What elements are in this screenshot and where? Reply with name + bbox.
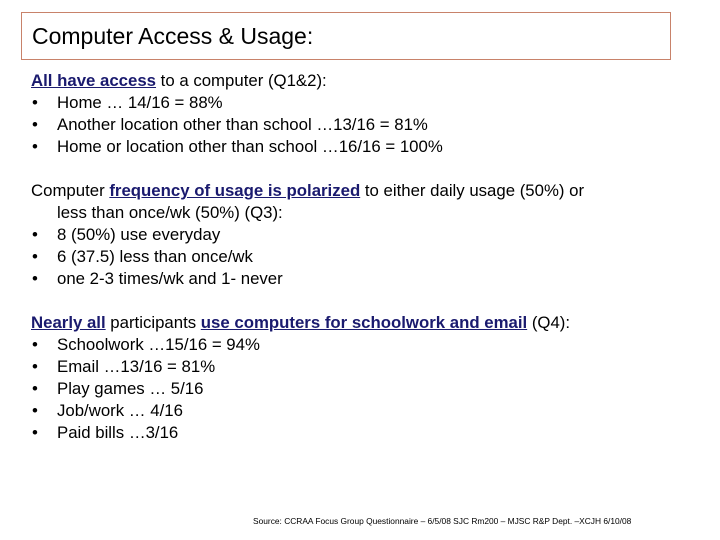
lead-text: (Q4): bbox=[527, 313, 571, 332]
list-item bbox=[31, 136, 711, 158]
bullet-icon: • bbox=[32, 423, 38, 442]
emphasis-text: frequency of usage is polarized bbox=[109, 181, 361, 200]
lead-continuation: less than once/wk (50%) (Q3): bbox=[57, 203, 283, 222]
bullet-icon: • bbox=[32, 93, 38, 112]
emphasis-text: All have access bbox=[31, 71, 157, 90]
list-item-text: Play games … 5/16 bbox=[57, 379, 204, 398]
list-item-text: Another location other than school …13/16 = 81% bbox=[57, 115, 428, 134]
lead-text: to either daily usage (50%) or bbox=[360, 181, 585, 200]
list-item-text: Schoolwork …15/16 = 94% bbox=[57, 335, 260, 354]
list-item bbox=[31, 268, 711, 290]
lead-text: participants bbox=[105, 313, 201, 332]
bullet-icon: • bbox=[32, 379, 38, 398]
list-item-text: 6 (37.5) less than once/wk bbox=[57, 247, 253, 266]
emphasis-text: Nearly all bbox=[31, 313, 106, 332]
list-item-text: Home … 14/16 = 88% bbox=[57, 93, 223, 112]
list-item bbox=[31, 224, 711, 246]
list-item bbox=[31, 246, 711, 268]
list-item bbox=[31, 400, 711, 422]
list-item-text: Job/work … 4/16 bbox=[57, 401, 183, 420]
list-item bbox=[31, 356, 711, 378]
lead-text: Computer bbox=[31, 181, 110, 200]
bullet-icon: • bbox=[32, 247, 38, 266]
lead-text: to a computer (Q1&2): bbox=[156, 71, 327, 90]
list-item-text: Email …13/16 = 81% bbox=[57, 357, 216, 376]
slide-title: Computer Access & Usage: bbox=[21, 12, 671, 60]
section-access bbox=[31, 70, 711, 158]
list-item bbox=[31, 422, 711, 444]
section-frequency-lead bbox=[31, 180, 711, 202]
access-bullet-list bbox=[31, 92, 711, 158]
uses-bullet-list bbox=[31, 334, 711, 444]
section-access-lead bbox=[31, 70, 711, 92]
bullet-icon: • bbox=[32, 357, 38, 376]
bullet-icon: • bbox=[32, 137, 38, 156]
list-item bbox=[31, 378, 711, 400]
emphasis-text: use computers for schoolwork and email bbox=[200, 313, 528, 332]
section-frequency bbox=[31, 180, 711, 290]
list-item-text: 8 (50%) use everyday bbox=[57, 225, 221, 244]
source-footnote: Source: CCRAA Focus Group Questionnaire – 6/5/08 SJC Rm200 – MJSC R&P Dept. –XCJH 6/10/08 bbox=[253, 516, 632, 526]
list-item bbox=[31, 334, 711, 356]
section-uses-lead bbox=[31, 312, 711, 334]
list-item bbox=[31, 114, 711, 136]
bullet-icon: • bbox=[32, 225, 38, 244]
list-item-text: one 2-3 times/wk and 1- never bbox=[57, 269, 283, 288]
list-item-text: Home or location other than school …16/16 = 100% bbox=[57, 137, 443, 156]
list-item-text: Paid bills …3/16 bbox=[57, 423, 179, 442]
slide-body bbox=[31, 70, 711, 444]
bullet-icon: • bbox=[32, 335, 38, 354]
section-uses bbox=[31, 312, 711, 444]
bullet-icon: • bbox=[32, 115, 38, 134]
frequency-bullet-list bbox=[31, 224, 711, 290]
bullet-icon: • bbox=[32, 401, 38, 420]
bullet-icon: • bbox=[32, 269, 38, 288]
list-item bbox=[31, 92, 711, 114]
